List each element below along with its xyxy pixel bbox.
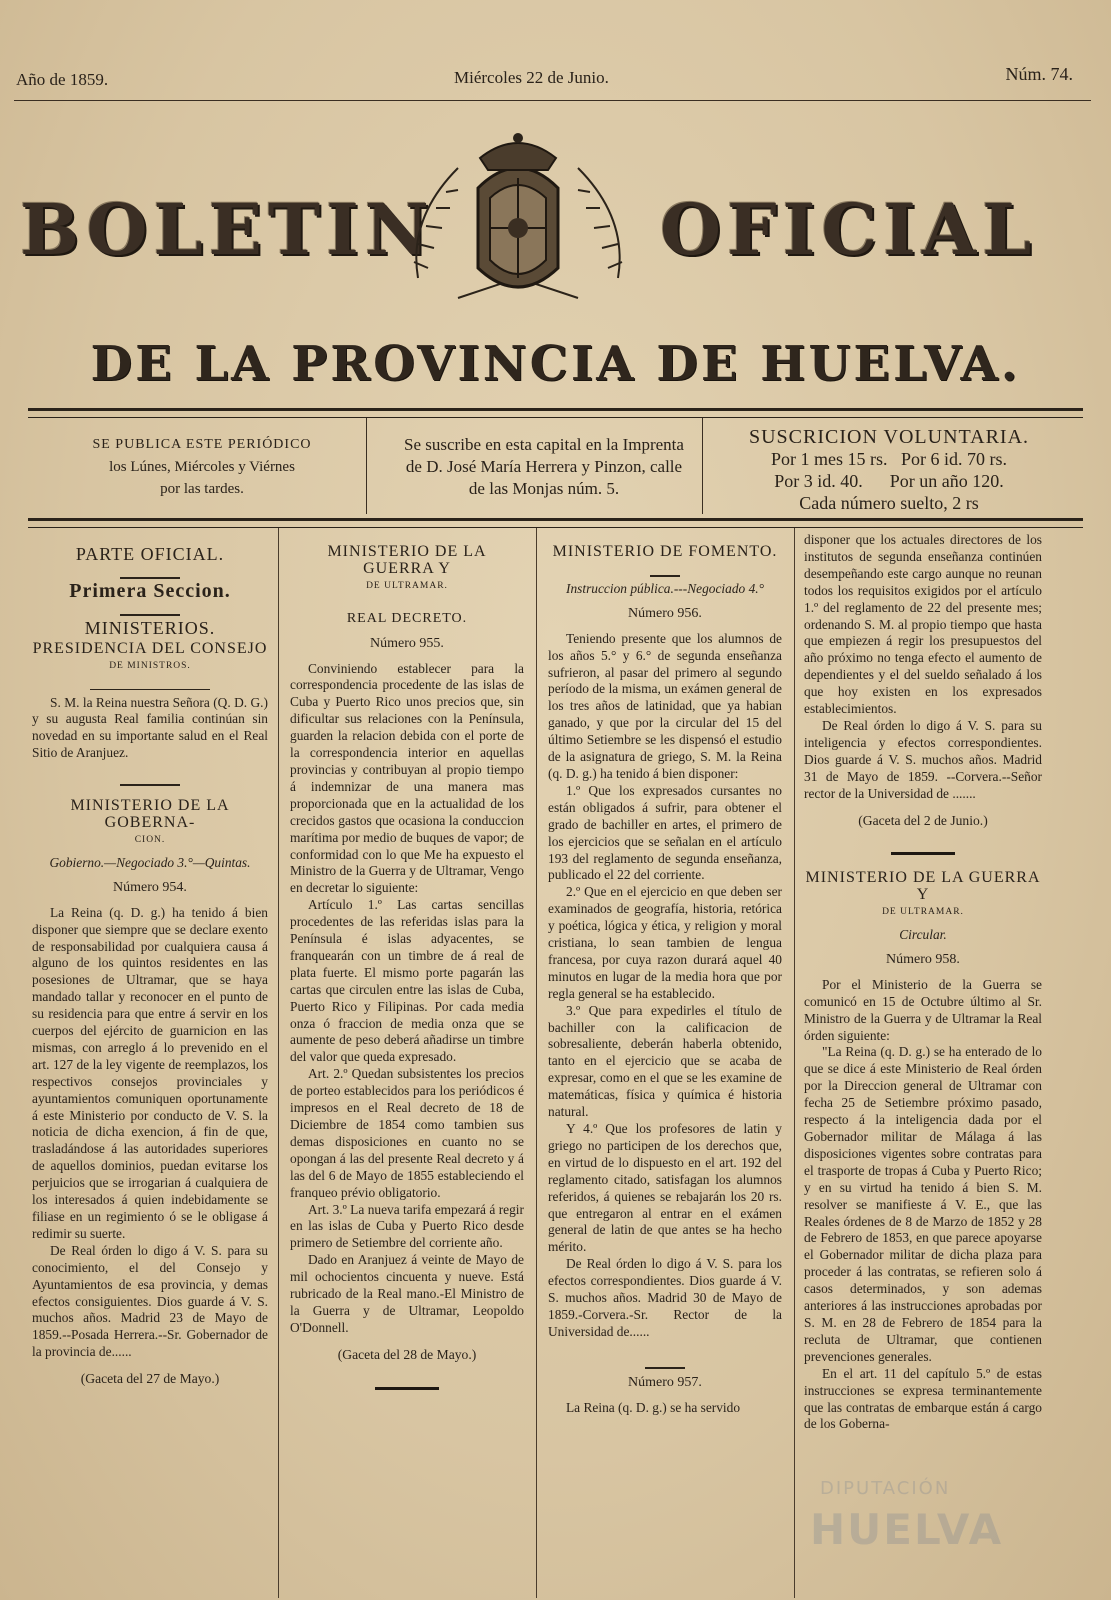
article-number: Número 958. bbox=[886, 951, 960, 967]
gobernacion-heading: MINISTERIO DE LA GOBERNA- bbox=[70, 797, 230, 832]
column-divider bbox=[536, 528, 537, 1598]
column-4: disponer que los actuales directores de los institutos de segunda enseñanza continúen desempeñando este cargo aunque no reunan todos los requisitos exigidos por el artículo 1.º del reglamento de 22 del presente mes; ordenando S. M. al propio tiempo que hasta que empiezen á regir los presupuestos del año próximo no tenga efecto el aumento de dependientes y el del sueldo señalado á los que hoy existen en los expresados establecimientos. De Real órden lo digo á V. S. para su inteligencia y efectos correspondientes. Dios guarde á V. S. muchos años. Madrid 31 de Mayo de 1859. --Corvera.--Señor rector de la Universidad de ....... (Gaceta del 2 de Junio.) MINISTERIO DE LA GUERRA Y DE ULTRAMAR. Circular. Número 958. Por el Ministerio de la Guerra se comunicó en 15 de Octubre último al Sr. Ministro de la Guerra y de Ultramar la Real órden siguiente: "La Reina (q. D. g.) se ha enterado de lo que se dice á este Ministerio de Real órden por la Direccion general de Ultramar con fecha 25 de Setiembre próximo pasado, respecto á la inteligencia dada por el Gobernador militar de Málaga á las disposiciones vigentes sobre contratas para el trasporte de tropas á Cuba y Puerto Rico; y en su virtud ha tenido á bien S. M. resolver se manifieste á V. E., que las Reales órdenes de 8 de Marzo de 1852 y 28 de Febrero de 1853, en que parece apoyarse el Gobernador militar de dicha plaza para proceder á las contratas, se refieren solo á casos determinados, y son ademas anteriores á las instrucciones aprobadas por S. M. en 28 de Febrero de 1854 para la recluta de Ultramar, que contienen prevenciones generales. En el art. 11 del capítulo 5.º de estas instrucciones se expresa terminantemente que las contratas de embarque están á cargo de los Goberna- bbox=[804, 532, 1042, 1432]
gaceta-source: (Gaceta del 2 de Junio.) bbox=[858, 812, 988, 828]
gaceta-source: (Gaceta del 27 de Mayo.) bbox=[80, 1371, 220, 1387]
column-divider bbox=[278, 528, 279, 1598]
info-top-rule bbox=[28, 408, 1083, 418]
article-body: Conviniendo establecer para la correspondencia procedente de las islas de Cuba y Puerto Rico unos precios que, sin dificultar sus relaciones con la Península, guarden la relacion debida con el porte de la correspondencia interior en aquellas provincias y contribuyan al propio tiempo á indemnizar de una manera mas proporcionada que en la actualidad de los crecidos gastos que ocasiona la conduccion marítima por medio de buques de vapor; de conformidad con lo que Me ha expuesto el Ministro de la Guerra y de Ultramar, Vengo en decretar lo siguiente: bbox=[290, 660, 524, 896]
publication-info: SE PUBLICA ESTE PERIÓDICO los Lúnes, Miércoles y Viérnes por las tardes. bbox=[92, 437, 312, 497]
year: Año de 1859. bbox=[16, 70, 109, 89]
ornament-divider bbox=[548, 1359, 782, 1367]
column-1: PARTE OFICIAL. Primera Seccion. MINISTERIOS. PRESIDENCIA DEL CONSEJO DE MINISTROS. S. M. la Reina nuestra Señora (Q. D. G.) y su augusta Real familia continúan sin novedad en su importante salud en el Real Sitio de Aranjuez. MINISTERIO DE LA GOBERNA- CION. Gobierno.—Negociado 3.°—Quintas. Número 954. La Reina (q. D. g.) ha tenido á bien disponer que siempre que se declare exento de responsabilidad por cualquiera causa á alguno de los quintos residentes en las posesiones de Ultramar, que se haya mandado tallar y reconocer en el punto de su residencia para que entre á servir en los cuerpos del ejército de guarnicion en las mismas, con arreglo á lo prevenido en el art. 127 de la ley vigente de reemplazos, los respectivos consejos provinciales y ayuntamientos comuniquen oportunamente á este Ministerio por conducto de V. S. la noticia de dicha exencion, á fin de que, trasladándose á las autoridades superiores de aquellos dominios, puedan evitarse los perjuicios que se irrogarian á cualquiera de los interesados á quien indebidamente se filiase en un regimiento ó se le obligase á redimir su suerte. De Real órden lo digo á V. S. para su conocimiento, el del Consejo y Ayuntamientos de esa provincia, y demas efectos consiguientes. Dios guarde á V. S. muchos años. Madrid 23 de Mayo de 1859.--Posada Herrera.--Sr. Gobernador de la provincia de...... (Gaceta del 27 de Mayo.) bbox=[32, 544, 268, 1387]
article-body: Por el Ministerio de la Guerra se comunicó en 15 de Octubre último al Sr. Ministro de la Guerra y de Ultramar la Real órden siguiente: bbox=[804, 976, 1042, 1043]
royal-crest-icon bbox=[398, 128, 638, 318]
gaceta-source: (Gaceta del 28 de Mayo.) bbox=[337, 1346, 477, 1362]
info-divider bbox=[366, 418, 367, 514]
article-number: Número 957. bbox=[628, 1374, 702, 1390]
article-body: De Real órden lo digo á V. S. para su inteligencia y efectos correspondientes. Dios guarde á V. S. muchos años. Madrid 31 de Mayo de 1859. --Corvera.--Señor rector de la Universidad de ....... bbox=[804, 717, 1042, 801]
watermark-huelva: HUELVA bbox=[810, 1505, 1004, 1554]
article-body: disponer que los actuales directores de los institutos de segunda enseñanza continúen desempeñando este cargo aunque no reunan todos los requisitos exigidos por el artículo 1.º del reglamento de 22 del presente mes; ordenando S. M. al propio tiempo que hasta que empiezen á regir los presupuestos del año próximo no tenga efecto el aumento de dependientes y el del sueldo señalado á los que hoy existen en los expresados establecimientos. bbox=[804, 532, 1042, 717]
article-body: 2.º Que en el ejercicio en que deben ser examinados de geografía, historia, retórica y poética, lógica y ética, y religion y moral cristiana, lo sean tambien de lengua francesa, por cuya razon durará aquel 40 minutos en lugar de la media hora que por regla general se ha establecido. bbox=[548, 884, 782, 1001]
article-body: Dado en Aranjuez á veinte de Mayo de mil ochocientos cincuenta y nueve. Está rubricado de la Real mano.-El Ministro de la Guerra y de Ultramar, Leopoldo O'Donnell. bbox=[290, 1252, 524, 1335]
ornament-divider bbox=[32, 681, 268, 689]
gobernacion-subheading: Gobierno.—Negociado 3.°—Quintas. bbox=[49, 854, 251, 870]
watermark-top: DIPUTACIÓN bbox=[820, 1478, 951, 1499]
ornament-divider bbox=[32, 569, 268, 577]
issue-date: Miércoles 22 de Junio. bbox=[454, 68, 609, 87]
article-number: Número 956. bbox=[628, 605, 702, 621]
section-bar bbox=[290, 1378, 524, 1395]
guerra-heading: MINISTERIO DE LA GUERRA Y bbox=[805, 869, 1041, 904]
article-body: La Reina (q. D. g.) ha tenido á bien disponer que siempre que se declare exento de responsabilidad por cualquiera causa á alguno de los quintos residentes en las posesiones de Ultramar, que se haya mandado tallar y reconocer en el punto de su residencia para que entre á servir en los cuerpos del ejército de guarnicion en las mismas, con arreglo á lo prevenido en el art. 127 de la ley vigente de reemplazos, los respectivos consejos provinciales y ayuntamientos comuniquen oportunamente á este Ministerio por conducto de V. S. la noticia de dicha exencion, á fin de que, trasladándose á las autoridades superiores de aquellos dominios, puedan evitarse los perjuicios que se irrogarian á cualquiera de los interesados á quien indebidamente se filiase en un regimiento ó se le obligase á redimir su suerte. bbox=[32, 904, 268, 1241]
info-divider bbox=[702, 418, 703, 514]
fomento-heading: MINISTERIO DE FOMENTO. bbox=[552, 543, 778, 560]
subscription-place: Se suscribe en esta capital en la Imprenta de D. José María Herrera y Pinzon, calle de las Monjas núm. 5. bbox=[404, 435, 684, 498]
article-body: "La Reina (q. D. g.) se ha enterado de lo que se dice á este Ministerio de Real órden por la Direccion general de Ultramar con fecha 25 de Setiembre próximo pasado, respecto á la inteligencia dada por el Gobernador militar de Málaga á las disposiciones vigentes sobre contratas para el trasporte de tropas á Cuba y Puerto Rico; y en su virtud ha tenido á bien S. M. resolver se manifieste á V. E., que las Reales órdenes de 8 de Marzo de 1852 y 28 de Febrero de 1853, en que parece apoyarse el Gobernador militar de dicha plaza para proceder á las contratas, se refieren solo á casos determinados, y son ademas anteriores á las instrucciones aprobadas por S. M. en 28 de Febrero de 1854 para la recluta de Ultramar, que contienen prevenciones generales. bbox=[804, 1044, 1042, 1364]
section-bar bbox=[804, 843, 1042, 860]
article-number: Número 954. bbox=[113, 879, 187, 895]
dateline bbox=[16, 64, 1081, 88]
title-right: OFICIAL bbox=[660, 188, 1038, 271]
ornament-divider bbox=[32, 606, 268, 614]
parte-oficial-heading: PARTE OFICIAL. bbox=[75, 544, 225, 564]
province-title: DE LA PROVINCIA DE HUELVA. bbox=[90, 336, 1021, 392]
article-number: Número 955. bbox=[370, 635, 444, 651]
presidencia-heading: PRESIDENCIA DEL CONSEJO bbox=[32, 639, 268, 657]
info-box bbox=[28, 420, 1083, 516]
column-2: MINISTERIO DE LA GUERRA Y DE ULTRAMAR. REAL DECRETO. Número 955. Conviniendo establecer para la correspondencia procedente de las islas de Cuba y Puerto Rico unos precios que, sin dificultar sus relaciones con la Península, guarden la relacion debida con el porte de la correspondencia interior en aquellas provincias y contribuyan al propio tiempo á indemnizar de una manera mas proporcionada que en la actualidad de los crecidos gastos que ocasiona la conduccion marítima por medio de buques de vapor; de conformidad con lo que Me ha expuesto el Ministro de la Guerra y de Ultramar, Vengo en decretar lo siguiente: Artículo 1.º Las cartas sencillas procedentes de las referidas islas para la Península é islas adyacentes, se franquearán con un timbre de á real de plata fuerte. El mismo porte pagarán las cartas que circulen entre las islas de Cuba, Puerto Rico y Filipinas. Por cada media onza ó fraccion de media onza que se aumente de peso deberá añadirse un timbre del valor que queda expresado. Art. 2.º Quedan subsistentes los precios de porteo establecidos para los periódicos é impresos en el Real decreto de 18 de Diciembre de 1854 como tambien sus demas disposiciones en cuanto no se opongan á las del presente Real decreto y á las del 6 de Mayo de 1855 estableciendo el franqueo prévio obligatorio. Art. 3.º La nueva tarifa empezará á regir en las islas de Cuba y Puerto Rico desde primero de Setiembre del corriente año. Dado en Aranjuez á veinte de Mayo de mil ochocientos cincuenta y nueve. Está rubricado de la Real mano.-El Ministro de la Guerra y de Ultramar, Leopoldo O'Donnell. (Gaceta del 28 de Mayo.) bbox=[290, 540, 524, 1580]
guerra-heading: MINISTERIO DE LA GUERRA Y bbox=[327, 543, 487, 577]
fomento-subheading: Instruccion pública.---Negociado 4.° bbox=[566, 580, 764, 596]
article-body: De Real órden lo digo á V. S. para su conocimiento, el del Consejo y Ayuntamientos de esa provincia, y demas efectos consiguientes. Dios guarde á V. S. muchos años. Madrid 23 de Mayo de 1859.--Posada Herrera.--Sr. Gobernador de la provincia de...... bbox=[32, 1242, 268, 1360]
title-left: BOLETIN bbox=[20, 188, 435, 271]
article-body: La Reina (q. D. g.) se ha servido bbox=[566, 1399, 741, 1415]
column-3 bbox=[548, 540, 782, 1580]
primera-seccion-heading: Primera Seccion. bbox=[69, 579, 231, 602]
article-body: Artículo 1.º Las cartas sencillas procedentes de las referidas islas para la Península é islas adyacentes, se franquearán con un timbre de á real de plata fuerte. El mismo porte pagarán las cartas que circulen entre las islas de Cuba, Puerto Rico y Filipinas. Por cada media onza ó fraccion de media onza que se aumente de peso deberá añadirse un timbre del valor que queda expresado. bbox=[290, 897, 524, 1065]
article-body: 1.º Que los expresados cursantes no están obligados á sufrir, para obtener el grado de bachiller en artes, el primero de los ejercicios que se señalan en el artículo 193 del reglamento de segunda enseñanza, publicado el 22 del corriente. bbox=[548, 782, 782, 883]
real-decreto-heading: REAL DECRETO. bbox=[346, 610, 468, 626]
ornament-divider bbox=[32, 776, 268, 784]
circular-heading: Circular. bbox=[899, 927, 947, 943]
info-bottom-rule bbox=[28, 518, 1083, 528]
article-body: Art. 2.º Quedan subsistentes los precios de porteo establecidos para los periódicos é impresos en el Real decreto de 18 de Diciembre de 1854 como tambien sus demas disposiciones en cuanto no se opongan á las del presente Real decreto y á las del 6 de Mayo de 1855 estableciendo el franqueo prévio obligatorio. bbox=[290, 1066, 524, 1200]
article-body: De Real órden lo digo á V. S. para los efectos correspondientes. Dios guarde á V. S. muchos años. Madrid 30 de Mayo de 1859.-Corvera.-Sr. Rector de la Universidad de...... bbox=[548, 1256, 782, 1339]
article-body: Art. 3.º La nueva tarifa empezará á regir en las islas de Cuba y Puerto Rico desde primero de Setiembre del corriente año. bbox=[290, 1201, 524, 1251]
ornament-divider bbox=[548, 567, 782, 575]
issue-number: Núm. 74. bbox=[1005, 64, 1073, 84]
ministerios-heading: MINISTERIOS. bbox=[84, 617, 216, 638]
column-divider bbox=[794, 528, 795, 1598]
article-body: En el art. 11 del capítulo 5.º de estas instrucciones se expresa terminantemente que las contratas de embarque están á cargo de los Goberna- bbox=[804, 1365, 1042, 1432]
subscription-prices: SUSCRICION VOLUNTARIA. Por 1 mes 15 rs. Por 6 id. 70 rs. Por 3 id. 40. Por un año 120. Cada número suelto, 2 rs bbox=[748, 426, 1030, 513]
article-body: Teniendo presente que los alumnos de los años 5.° y 6.° de segunda enseñanza sufrieron, al pasar del primero al segundo período de la misma, un exámen general de los tres años de latinidad, que ya habian ganado, y que por la circular del 15 del último Setiembre se les dispensó el estudio de la asignatura de griego, S. M. la Reina (q. D. g.) ha tenido á bien disponer: bbox=[548, 630, 782, 781]
royal-family-notice: S. M. la Reina nuestra Señora (Q. D. G.) y su augusta Real familia continúan sin novedad en su importante salud en el Real Sitio de Aranjuez. bbox=[32, 694, 268, 761]
article-body: Y 4.º Que los profesores de latin y griego no participen de los derechos que, en virtud de lo dispuesto en el art. 192 del reglamento citado, satisfagan los alumnos referidos, á quienes se rebajarán los 20 rs. que entregaron al entrar en el exámen general de latin de que antes se ha hecho mérito. bbox=[548, 1121, 782, 1255]
header-rule bbox=[14, 100, 1091, 101]
article-body: 3.º Que para expedirles el título de bachiller con la calificacion de sobresaliente, deberán haberla obtenido, tanto en el ejercicio que se acaba de expresar, como en el que se les examine de matemáticas, física y química é historia natural. bbox=[548, 1002, 782, 1120]
